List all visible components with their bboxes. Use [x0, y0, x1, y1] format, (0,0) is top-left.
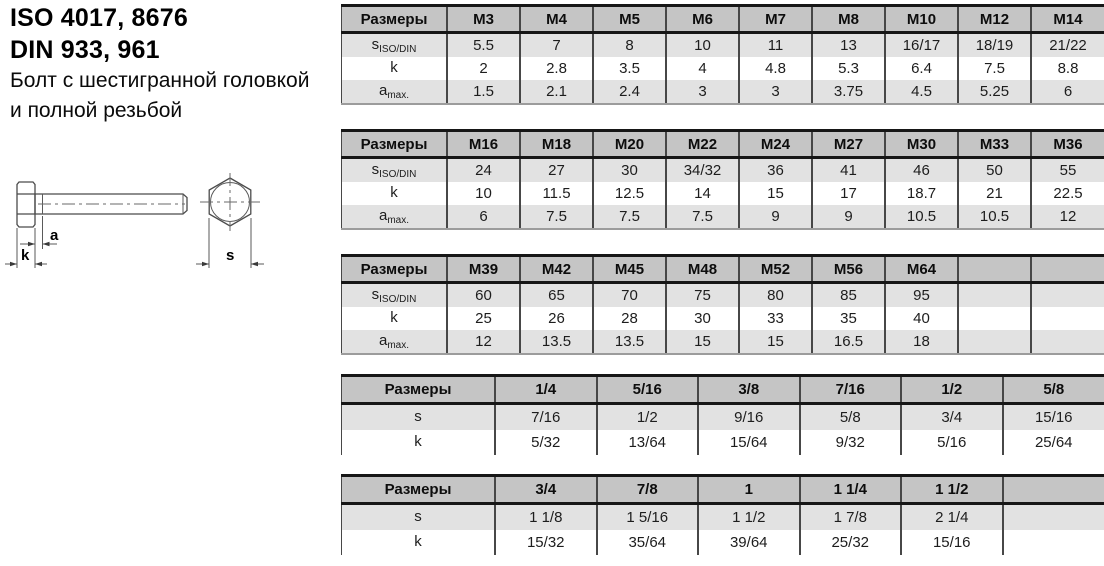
- size-value-cell: 13: [812, 33, 885, 58]
- table-row: [342, 404, 1104, 431]
- product-description-line2: и полной резьбой: [10, 99, 183, 122]
- column-header: M48: [666, 256, 739, 283]
- size-value-cell: 16/17: [885, 33, 958, 58]
- size-value-cell: 25/32: [800, 530, 902, 555]
- size-value-cell: 3.5: [593, 57, 666, 80]
- size-value-cell: 7.5: [520, 205, 593, 229]
- size-value-cell: 5.25: [958, 80, 1031, 104]
- size-value-cell: 27: [520, 158, 593, 183]
- row-label-cell: [342, 158, 448, 183]
- row-label-symbol: s: [371, 161, 380, 178]
- dimension-label-a: a: [50, 227, 59, 244]
- column-header: M6: [666, 6, 739, 33]
- size-value-cell: 39/64: [698, 530, 800, 555]
- iso-standard-title: ISO 4017, 8676: [10, 4, 188, 32]
- size-value-cell: 7: [520, 33, 593, 58]
- size-value-cell: [1031, 283, 1104, 308]
- row-label-symbol: k: [390, 309, 398, 326]
- row-label-cell: [342, 33, 448, 58]
- size-value-cell: 40: [885, 307, 958, 330]
- column-header: M18: [520, 131, 593, 158]
- size-value-cell: 3.75: [812, 80, 885, 104]
- column-header: M27: [812, 131, 885, 158]
- row-label-cell: [342, 504, 496, 531]
- row-label-subscript: max.: [387, 215, 409, 226]
- size-value-cell: 65: [520, 283, 593, 308]
- size-value-cell: 15/16: [901, 530, 1003, 555]
- row-label-cell: [342, 283, 448, 308]
- column-header: M3: [447, 6, 520, 33]
- size-value-cell: 14: [666, 182, 739, 205]
- size-value-cell: 5/32: [495, 430, 597, 455]
- title-block: [10, 2, 340, 126]
- size-value-cell: 1 5/16: [597, 504, 699, 531]
- column-header: 7/8: [597, 476, 699, 504]
- size-value-cell: 75: [666, 283, 739, 308]
- size-value-cell: 5.3: [812, 57, 885, 80]
- table-row: [342, 530, 1104, 555]
- size-value-cell: 7.5: [958, 57, 1031, 80]
- row-label-cell: [342, 80, 448, 104]
- column-header: M8: [812, 6, 885, 33]
- size-value-cell: 13/64: [597, 430, 699, 455]
- table-row: [342, 283, 1104, 308]
- size-value-cell: 6.4: [885, 57, 958, 80]
- column-header: M12: [958, 6, 1031, 33]
- table-row: [342, 33, 1104, 58]
- row-label-cell: [342, 205, 448, 229]
- dimension-table-2: [341, 129, 1104, 230]
- row-label-cell: [342, 530, 496, 555]
- column-header: [1031, 256, 1104, 283]
- size-value-cell: 3/4: [901, 404, 1003, 431]
- size-value-cell: 1 7/8: [800, 504, 902, 531]
- column-header: M22: [666, 131, 739, 158]
- table-row: [342, 57, 1104, 80]
- size-value-cell: 12: [447, 330, 520, 354]
- size-value-cell: 22.5: [1031, 182, 1104, 205]
- size-value-cell: 4.5: [885, 80, 958, 104]
- size-value-cell: 1/2: [597, 404, 699, 431]
- dimension-table-3: [341, 254, 1104, 355]
- size-value-cell: 10.5: [958, 205, 1031, 229]
- column-header: M7: [739, 6, 812, 33]
- size-value-cell: 18.7: [885, 182, 958, 205]
- dimension-table-5: [341, 474, 1104, 555]
- size-value-cell: 25/64: [1003, 430, 1104, 455]
- size-value-cell: 10: [666, 33, 739, 58]
- row-label-cell: [342, 182, 448, 205]
- dimension-label-k: k: [21, 247, 30, 264]
- row-label-symbol: s: [414, 408, 422, 425]
- column-header: M56: [812, 256, 885, 283]
- size-value-cell: 6: [447, 205, 520, 229]
- size-value-cell: 5/16: [901, 430, 1003, 455]
- row-label-symbol: k: [390, 184, 398, 201]
- size-value-cell: 15/64: [698, 430, 800, 455]
- table-row: [342, 80, 1104, 104]
- size-value-cell: 30: [593, 158, 666, 183]
- table-row: [342, 205, 1104, 229]
- size-value-cell: 12.5: [593, 182, 666, 205]
- dimension-k: [5, 228, 47, 268]
- row-label-subscript: max.: [387, 90, 409, 101]
- column-header: M4: [520, 6, 593, 33]
- size-value-cell: 60: [447, 283, 520, 308]
- size-value-cell: 7/16: [495, 404, 597, 431]
- dimension-table-1: [341, 4, 1104, 105]
- row-label-symbol: a: [378, 82, 388, 99]
- size-value-cell: 25: [447, 307, 520, 330]
- size-value-cell: 2 1/4: [901, 504, 1003, 531]
- size-value-cell: 21/22: [1031, 33, 1104, 58]
- size-value-cell: 4.8: [739, 57, 812, 80]
- row-label-cell: [342, 404, 496, 431]
- row-label-cell: [342, 430, 496, 455]
- row-label-subscript: ISO/DIN: [379, 294, 417, 305]
- table-corner-label: Размеры: [342, 131, 448, 158]
- column-header: 1/2: [901, 376, 1003, 404]
- size-value-cell: [1031, 330, 1104, 354]
- column-header: [958, 256, 1031, 283]
- table-corner-label: Размеры: [342, 6, 448, 33]
- size-value-cell: 9/16: [698, 404, 800, 431]
- size-value-cell: 46: [885, 158, 958, 183]
- column-header: M30: [885, 131, 958, 158]
- row-label-symbol: s: [371, 36, 380, 53]
- column-header: 1 1/4: [800, 476, 902, 504]
- table-row: [342, 430, 1104, 455]
- size-value-cell: 21: [958, 182, 1031, 205]
- size-value-cell: 11: [739, 33, 812, 58]
- size-value-cell: 5.5: [447, 33, 520, 58]
- size-value-cell: 10: [447, 182, 520, 205]
- size-value-cell: 1 1/8: [495, 504, 597, 531]
- size-value-cell: [958, 283, 1031, 308]
- row-label-symbol: k: [414, 533, 422, 550]
- column-header: 1/4: [495, 376, 597, 404]
- column-header: M45: [593, 256, 666, 283]
- size-value-cell: 18/19: [958, 33, 1031, 58]
- size-value-cell: 36: [739, 158, 812, 183]
- product-description-line1: Болт с шестигранной головкой: [10, 69, 310, 92]
- column-header: [1003, 476, 1104, 504]
- size-value-cell: 35/64: [597, 530, 699, 555]
- size-value-cell: 55: [1031, 158, 1104, 183]
- size-value-cell: 34/32: [666, 158, 739, 183]
- size-value-cell: 16.5: [812, 330, 885, 354]
- row-label-cell: [342, 307, 448, 330]
- size-value-cell: 8: [593, 33, 666, 58]
- column-header: 7/16: [800, 376, 902, 404]
- column-header: 1 1/2: [901, 476, 1003, 504]
- size-value-cell: 7.5: [593, 205, 666, 229]
- size-value-cell: 3: [739, 80, 812, 104]
- column-header: 3/4: [495, 476, 597, 504]
- size-value-cell: [958, 307, 1031, 330]
- size-value-cell: 1 1/2: [698, 504, 800, 531]
- column-header: M42: [520, 256, 593, 283]
- size-value-cell: 17: [812, 182, 885, 205]
- column-header: M24: [739, 131, 812, 158]
- size-value-cell: 4: [666, 57, 739, 80]
- size-value-cell: 12: [1031, 205, 1104, 229]
- row-label-cell: [342, 57, 448, 80]
- size-value-cell: 10.5: [885, 205, 958, 229]
- size-value-cell: 8.8: [1031, 57, 1104, 80]
- size-value-cell: 26: [520, 307, 593, 330]
- size-value-cell: [1031, 307, 1104, 330]
- row-label-symbol: k: [390, 59, 398, 76]
- size-value-cell: 30: [666, 307, 739, 330]
- column-header: 3/8: [698, 376, 800, 404]
- table-row: [342, 504, 1104, 531]
- row-label-symbol: a: [378, 332, 388, 349]
- column-header: 5/16: [597, 376, 699, 404]
- column-header: M20: [593, 131, 666, 158]
- din-standard-title: DIN 933, 961: [10, 36, 160, 64]
- size-value-cell: 7.5: [666, 205, 739, 229]
- row-label-subscript: ISO/DIN: [379, 44, 417, 55]
- dimension-label-s: s: [226, 247, 235, 264]
- table-corner-label: Размеры: [342, 256, 448, 283]
- size-value-cell: 9: [739, 205, 812, 229]
- size-value-cell: 9: [812, 205, 885, 229]
- column-header: M33: [958, 131, 1031, 158]
- row-label-symbol: s: [414, 508, 422, 525]
- size-value-cell: 35: [812, 307, 885, 330]
- size-value-cell: 1.5: [447, 80, 520, 104]
- column-header: M39: [447, 256, 520, 283]
- size-value-cell: 95: [885, 283, 958, 308]
- size-value-cell: 41: [812, 158, 885, 183]
- column-header: M14: [1031, 6, 1104, 33]
- size-value-cell: 15: [739, 182, 812, 205]
- size-value-cell: 28: [593, 307, 666, 330]
- column-header: M52: [739, 256, 812, 283]
- column-header: M36: [1031, 131, 1104, 158]
- size-value-cell: 18: [885, 330, 958, 354]
- size-value-cell: 6: [1031, 80, 1104, 104]
- row-label-subscript: max.: [387, 340, 409, 351]
- row-label-symbol: a: [378, 207, 388, 224]
- column-header: M10: [885, 6, 958, 33]
- row-label-symbol: s: [371, 286, 380, 303]
- size-value-cell: [1003, 530, 1104, 555]
- size-value-cell: 5/8: [800, 404, 902, 431]
- table-corner-label: Размеры: [342, 476, 496, 504]
- size-value-cell: 15/16: [1003, 404, 1104, 431]
- size-value-cell: 2.8: [520, 57, 593, 80]
- size-value-cell: 50: [958, 158, 1031, 183]
- table-row: [342, 158, 1104, 183]
- column-header: M64: [885, 256, 958, 283]
- bolt-technical-drawing: [2, 165, 274, 335]
- size-value-cell: 9/32: [800, 430, 902, 455]
- size-value-cell: 33: [739, 307, 812, 330]
- size-value-cell: 24: [447, 158, 520, 183]
- size-value-cell: 70: [593, 283, 666, 308]
- column-header: M5: [593, 6, 666, 33]
- size-value-cell: 13.5: [520, 330, 593, 354]
- size-value-cell: 15: [666, 330, 739, 354]
- row-label-symbol: k: [414, 433, 422, 450]
- table-row: [342, 307, 1104, 330]
- size-value-cell: 11.5: [520, 182, 593, 205]
- column-header: M16: [447, 131, 520, 158]
- size-value-cell: 2.4: [593, 80, 666, 104]
- dimension-table-4: [341, 374, 1104, 455]
- size-value-cell: [958, 330, 1031, 354]
- table-corner-label: Размеры: [342, 376, 496, 404]
- size-value-cell: 2: [447, 57, 520, 80]
- size-value-cell: 2.1: [520, 80, 593, 104]
- size-value-cell: 15: [739, 330, 812, 354]
- size-value-cell: 85: [812, 283, 885, 308]
- row-label-cell: [342, 330, 448, 354]
- table-row: [342, 182, 1104, 205]
- column-header: 5/8: [1003, 376, 1104, 404]
- table-row: [342, 330, 1104, 354]
- size-value-cell: 3: [666, 80, 739, 104]
- column-header: 1: [698, 476, 800, 504]
- size-value-cell: 80: [739, 283, 812, 308]
- size-value-cell: 15/32: [495, 530, 597, 555]
- size-value-cell: [1003, 504, 1104, 531]
- size-value-cell: 13.5: [593, 330, 666, 354]
- row-label-subscript: ISO/DIN: [379, 169, 417, 180]
